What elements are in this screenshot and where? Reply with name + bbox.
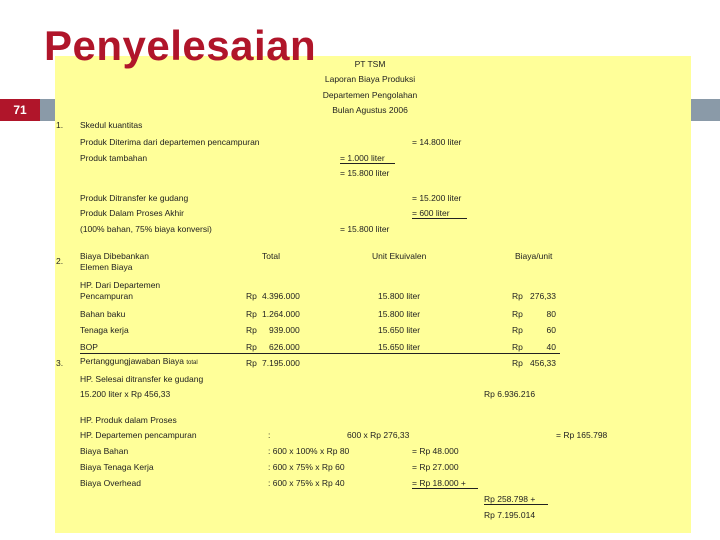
dept-colon: : (268, 430, 271, 440)
added-label: Produk tambahan (80, 153, 148, 163)
row-rp2: Rp (512, 342, 523, 352)
overhead-label: Biaya Overhead (80, 478, 141, 488)
finished-value: Rp 6.936.216 (484, 389, 536, 399)
wip-value: = 600 liter (412, 208, 450, 218)
received-label: Produk Diterima dari departemen pencampuran (80, 137, 260, 147)
row-label: HP. Dari Departemen Pencampuran (80, 280, 161, 301)
dept-label: HP. Departemen pencampuran (80, 430, 197, 440)
grand-total: Rp 7.195.014 (484, 510, 536, 520)
labor-value: = Rp 27.000 (412, 462, 459, 472)
dept-calc: 600 x Rp 276,33 (347, 430, 410, 440)
grand-total-cost: 7.195.000 (262, 358, 300, 368)
total-1: = 15.800 liter (340, 168, 390, 178)
received-value: = 14.800 liter (412, 137, 462, 147)
row-unit: 15.650 liter (378, 342, 421, 352)
department-name: Departemen Pengolahan (322, 90, 418, 100)
section3-title: Pertanggungjawaban Biaya total (80, 356, 198, 366)
section1-title: Skedul kuantitas (80, 120, 143, 130)
total-rp: Rp (246, 358, 257, 368)
overhead-value: = Rp 18.000 + (412, 478, 466, 488)
material-label: Biaya Bahan (80, 446, 129, 456)
wip-label: Produk Dalam Proses Akhir (80, 208, 184, 218)
col-header-unit: Unit Ekuivalen (372, 251, 427, 261)
row-unit: 15.800 liter (378, 291, 421, 301)
col-header-total: Total (262, 251, 280, 261)
report-title: Laporan Biaya Produksi (324, 74, 416, 84)
row-total: 4.396.000 (262, 291, 300, 301)
material-calc: : 600 x 100% x Rp 80 (268, 446, 350, 456)
labor-calc: : 600 x 75% x Rp 60 (268, 462, 345, 472)
total-rp2: Rp (512, 358, 523, 368)
row-rp2: Rp (512, 325, 523, 335)
material-value: = Rp 48.000 (412, 446, 459, 456)
wip-note: (100% bahan, 75% biaya konversi) (80, 224, 212, 234)
report-period: Bulan Agustus 2006 (332, 105, 408, 115)
row-total: 1.264.000 (262, 309, 300, 319)
row-rp: Rp (246, 309, 257, 319)
row-unit: 15.650 liter (378, 325, 421, 335)
row-rp: Rp (246, 291, 257, 301)
section2-number: 2. (56, 256, 64, 266)
dept-value: = Rp 165.798 (556, 430, 608, 440)
col-header-perunit: Biaya/unit (515, 251, 553, 261)
slide-number: 71 (0, 99, 40, 121)
total-unit-cost: 456,33 (530, 358, 556, 368)
transfer-value: = 15.200 liter (412, 193, 462, 203)
transfer-label: Produk Ditransfer ke gudang (80, 193, 189, 203)
added-value: = 1.000 liter (340, 153, 385, 163)
total-2: = 15.800 liter (340, 224, 390, 234)
row-total: 626.000 (269, 342, 300, 352)
finished-label: HP. Selesai ditransfer ke gudang (80, 374, 204, 384)
labor-label: Biaya Tenaga Kerja (80, 462, 154, 472)
row-cost: 276,33 (530, 291, 556, 301)
section3-number: 3. (56, 358, 64, 368)
row-label: BOP (80, 342, 98, 352)
col-header-cost: Biaya Dibebankan Elemen Biaya (80, 251, 149, 272)
row-rp2: Rp (512, 309, 523, 319)
row-unit: 15.800 liter (378, 309, 421, 319)
slide-title: Penyelesaian (44, 22, 317, 69)
section1-number: 1. (56, 120, 64, 130)
sum-line-4 (484, 504, 548, 505)
row-rp: Rp (246, 325, 257, 335)
sum-line-1 (340, 163, 395, 164)
company-name: PT TSM (354, 59, 386, 69)
table-total-line (80, 353, 560, 354)
row-rp2: Rp (512, 291, 523, 301)
sum-line-2 (412, 218, 467, 219)
row-rp: Rp (246, 342, 257, 352)
row-cost: 60 (546, 325, 556, 335)
row-label: Tenaga kerja (80, 325, 129, 335)
row-label: Bahan baku (80, 309, 126, 319)
overhead-calc: : 600 x 75% x Rp 40 (268, 478, 345, 488)
row-cost: 40 (546, 342, 556, 352)
sum-line-3 (412, 488, 478, 489)
finished-calc: 15.200 liter x Rp 456,33 (80, 389, 171, 399)
wip-total: Rp 258.798 + (484, 494, 536, 504)
row-total: 939.000 (269, 325, 300, 335)
wip-title: HP. Produk dalam Proses (80, 415, 177, 425)
row-cost: 80 (546, 309, 556, 319)
